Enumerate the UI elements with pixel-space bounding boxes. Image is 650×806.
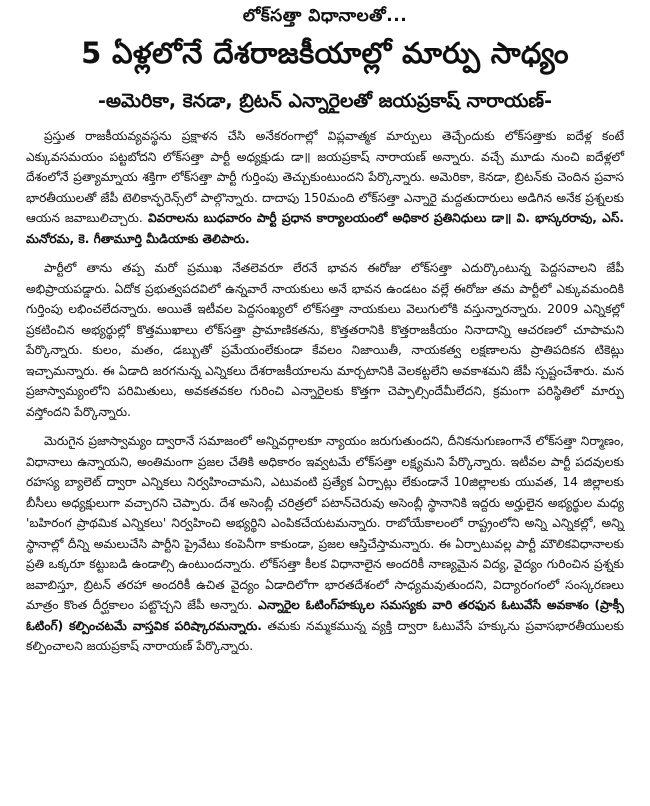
paragraph-3-text: మెరుగైన ప్రజాస్వామ్యం ద్వారానే సమాజంలో అన్నివర్గాలకూ న్యాయం జరుగుతుందని, దీనికనుగుణంగానే లోక్‌సత్తా నిర్మాణం, విధానాలు ఉన్నాయని, అంతిమంగా ప్రజల చేతికి అధికారం ఇవ్వటమే లోక్‌సత్తా లక్ష్యమని పేర్కొన్నారు. ఇటీవల పార్టీ పదవులకు రహస్య బ్యాలెట్ ద్వారా ఎన్నికలు నిర్వహించామని, ఎటువంటి ప్రత్యేక ఏర్పాట్లు లేకుండానే 10జిల్లాలకు యువత, 14 జిల్లాలకు బీసీలు అధ్యక్షులుగా వచ్చారని చెప్పారు. దేశ అసెంబ్లీ చరిత్రలో పటాన్‌చెరువు అసెంబ్లీ స్థానానికి ఇద్దరు అర్హులైన అభ్యర్థుల మధ్య 'బహిరంగ ప్రాథమిక ఎన్నికలు' నిర్వహించి అభ్యర్థిని ఎంపికచేయటమన్నారు. రాబోయేకాలంలో రాష్ట్రంలోని అన్ని ఎన్నికల్లో, అన్ని స్థానాల్లో దీన్ని అమలుచేసి పార్టీని ప్రైవేటు కంపెనీగా కాకుండా, ప్రజల ఆస్తిచేస్తామన్నారు. ఈ ఏర్పాటువల్ల పార్టీ మౌలికవిధానాలకు ప్రతి ఒక్కరూ కట్టుబడి ఉండాల్సి ఉంటుందన్నారు. లోక్‌సత్తా కీలక విధానాలైన అందరికీ నాణ్యమైన విద్య, వైద్యం గురించిన ప్రశ్నకు జవాబిస్తూ, బ్రిటన్ తరహా అందరికీ ఉచిత వైద్యం ఏడాదిలోగా భారతదేశంలో సాధ్యమవుతుందని, విద్యారంగంలో సంస్కరణలు మాత్రం కొంత దీర్ఘకాలం పట్టొచ్చని జేపీ అన్నారు.: [26, 434, 624, 612]
paragraph-3-bold-text: ఎన్నారైల ఓటింగ్‌హక్కుల సమస్యకు వారి తరఫున ఓటువేసే అవకాశం (ప్రాక్సీ ఓటింగ్) కల్పించటమే వాస్తవిక పరిష్కారమన్నారు.: [26, 598, 625, 633]
article-paragraph-1: [26, 126, 624, 249]
article-headline: 5 ఏళ్లలోనే దేశరాజకీయాల్లో మార్పు సాధ్యం: [81, 36, 569, 70]
article-kicker: లోక్‌సత్తా విధానాలతో...: [242, 6, 408, 26]
article-paragraph-3: [26, 431, 624, 657]
paragraph-3-tail-text: తమకు నమ్మకమున్న వ్యక్తి ద్వారా ఓటువేసే హక్కును ప్రవాసభారతీయులకు కల్పించాలని జయప్రకాష్ నారాయణ్ పేర్కొన్నారు.: [26, 618, 624, 653]
paragraph-1-text: ప్రస్తుత రాజకీయవ్యవస్థను ప్రక్షాళన చేసి అనేకరంగాల్లో విప్లవాత్మక మార్పులు తెచ్చేందుకు లోక్‌సత్తాకు ఐదేళ్ల కంటే ఎక్కువసమయం పట్టబోదని లోక్‌సత్తా పార్టీ అధ్యక్షుడు డా॥ జయప్రకాష్ నారాయణ్ అన్నారు. వచ్చే మూడు నుంచి ఐదేళ్లలో దేశంలోనే ప్రత్యామ్నాయ శక్తిగా లోక్‌సత్తా పార్టీ గుర్తింపు తెచ్చుకుంటుందని పేర్కొన్నారు. అమెరికా, కెనడా, బ్రిటన్‌కు చెందిన ప్రవాస భారతీయులతో జేపీ టెలికాన్ఫరెన్స్‌లో పాల్గొన్నారు. దాదాపు 150మంది లోక్‌సత్తా ఎన్నారై మద్దతుదారులు అడిగిన అనేక ప్రశ్నలకు ఆయన జవాబులిచ్చారు.: [26, 129, 624, 225]
article-paragraph-2: [26, 258, 624, 422]
paragraph-1-bold-text: వివరాలను బుధవారం పార్టీ ప్రధాన కార్యాలయంలో అధికార ప్రతినిధులు డా॥ వి. భాస్కరరావు, ఎస్. మనోరమ, కె. గీతామూర్తి మీడియాకు తెలిపారు.: [26, 211, 624, 246]
article-subheadline: -అమెరికా, కెనడా, బ్రిటన్ ఎన్నారైలతో జయప్రకాష్ నారాయణ్-: [97, 90, 553, 112]
article-body: [26, 126, 624, 666]
paragraph-2-text: పార్టీలో తాను తప్ప మరో ప్రముఖ నేతలెవరూ లేరనే భావన ఈరోజు లోక్‌సత్తా ఎదుర్కొంటున్న పెద్దసవాలని జేపీ అభిప్రాయపడ్డారు. ఏదోక ప్రభుత్వపదవిలో ఉన్నవారే నాయకులు అనే భావన ఉండటం వల్లే ఈరోజు తమ పార్టీలో ఎక్కువమందికి గుర్తింపు లభించలేదన్నారు. అయితే ఇటీవల పెద్దసంఖ్యలో లోక్‌సత్తా నాయకులు వెలుగులోకి వస్తున్నారన్నారు. 2009 ఎన్నికల్లో ప్రకటించిన అభ్యర్థుల్లో కొత్తముఖాలు లోక్‌సత్తా ప్రామాణికతను, కొత్తతరానికి కొత్తరాజకీయం నినాదాన్ని ఆచరణలో చూపామని పేర్కొన్నారు. కులం, మతం, డబ్బుతో ప్రమేయంలేకుండా కేవలం నిజాయితీ, నాయకత్వ లక్షణాలను ప్రాతిపదికన టికెట్లు ఇచ్చామన్నారు. ఈ ఏడాది జరగనున్న ఎన్నికలు దేశరాజకీయాలను మార్చటానికి వెలకట్టలేని అవకాశమని జేపీ స్పష్టంచేశారు. మన ప్రజాస్వామ్యంలోని పరిమితులు, అవకతవకల గురించి ఎన్నారైలకు కొత్తగా చెప్పాల్సిందేమీలేదని, క్రమంగా పరిస్థితిలో మార్పు వస్తోందని పేర్కొన్నారు.: [26, 261, 624, 419]
